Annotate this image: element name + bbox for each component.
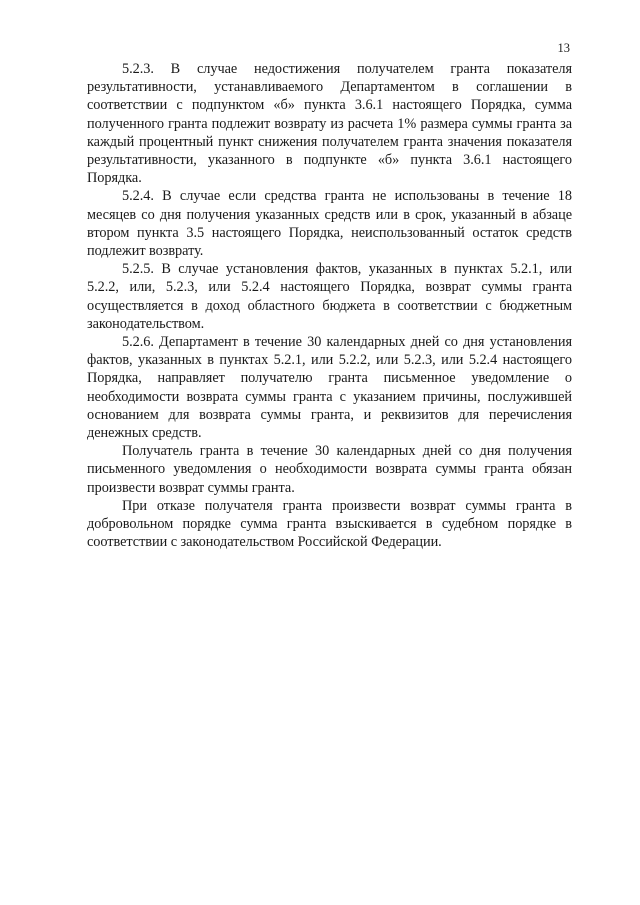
paragraph-5-2-6: 5.2.6. Департамент в течение 30 календарных дней со дня установления фактов, указанных в пунктах 5.2.1, или 5.2.2, или 5.2.3, или 5.2.4 настоящего Порядка, направляет получателю гранта письменное уведомление о необходимости возврата суммы гранта с указанием причины, послужившей основанием для возврата суммы гранта, и реквизитов для перечисления денежных средств. — [87, 334, 572, 442]
paragraph-5-2-3: 5.2.3. В случае недостижения получателем гранта показателя результативности, устанавливаемого Департаментом в соглашении в соответствии с подпунктом «б» пункта 3.6.1 настоящего Порядка, сумма полученного гранта подлежит возврату из расчета 1% размера суммы гранта за каждый процентный пункт снижения получателем гранта значения показателя результативности, указанного в подпункте «б» пункта 3.6.1 настоящего Порядка. — [87, 61, 572, 187]
paragraph-recipient-obligation: Получатель гранта в течение 30 календарных дней со дня получения письменного уведомления о необходимости возврата суммы гранта обязан произвести возврат суммы гранта. — [87, 443, 572, 496]
paragraph-5-2-4: 5.2.4. В случае если средства гранта не использованы в течение 18 месяцев со дня получения указанных средств или в срок, указанный в абзаце втором пункта 3.5 настоящего Порядка, неиспользованный остаток средств подлежит возврату. — [87, 188, 572, 260]
page-number: 13 — [557, 41, 570, 55]
paragraph-5-2-5: 5.2.5. В случае установления фактов, указанных в пунктах 5.2.1, или 5.2.2, или, 5.2.3, или 5.2.4 настоящего Порядка, возврат суммы гранта осуществляется в доход областного бюджета в соответствии с бюджетным законодательством. — [87, 261, 572, 332]
paragraph-refusal-court-recovery: При отказе получателя гранта произвести возврат суммы гранта в добровольном порядке сумма гранта взыскивается в судебном порядке в соответствии с законодательством Российской Федерации. — [87, 497, 572, 551]
document-body — [87, 60, 572, 551]
